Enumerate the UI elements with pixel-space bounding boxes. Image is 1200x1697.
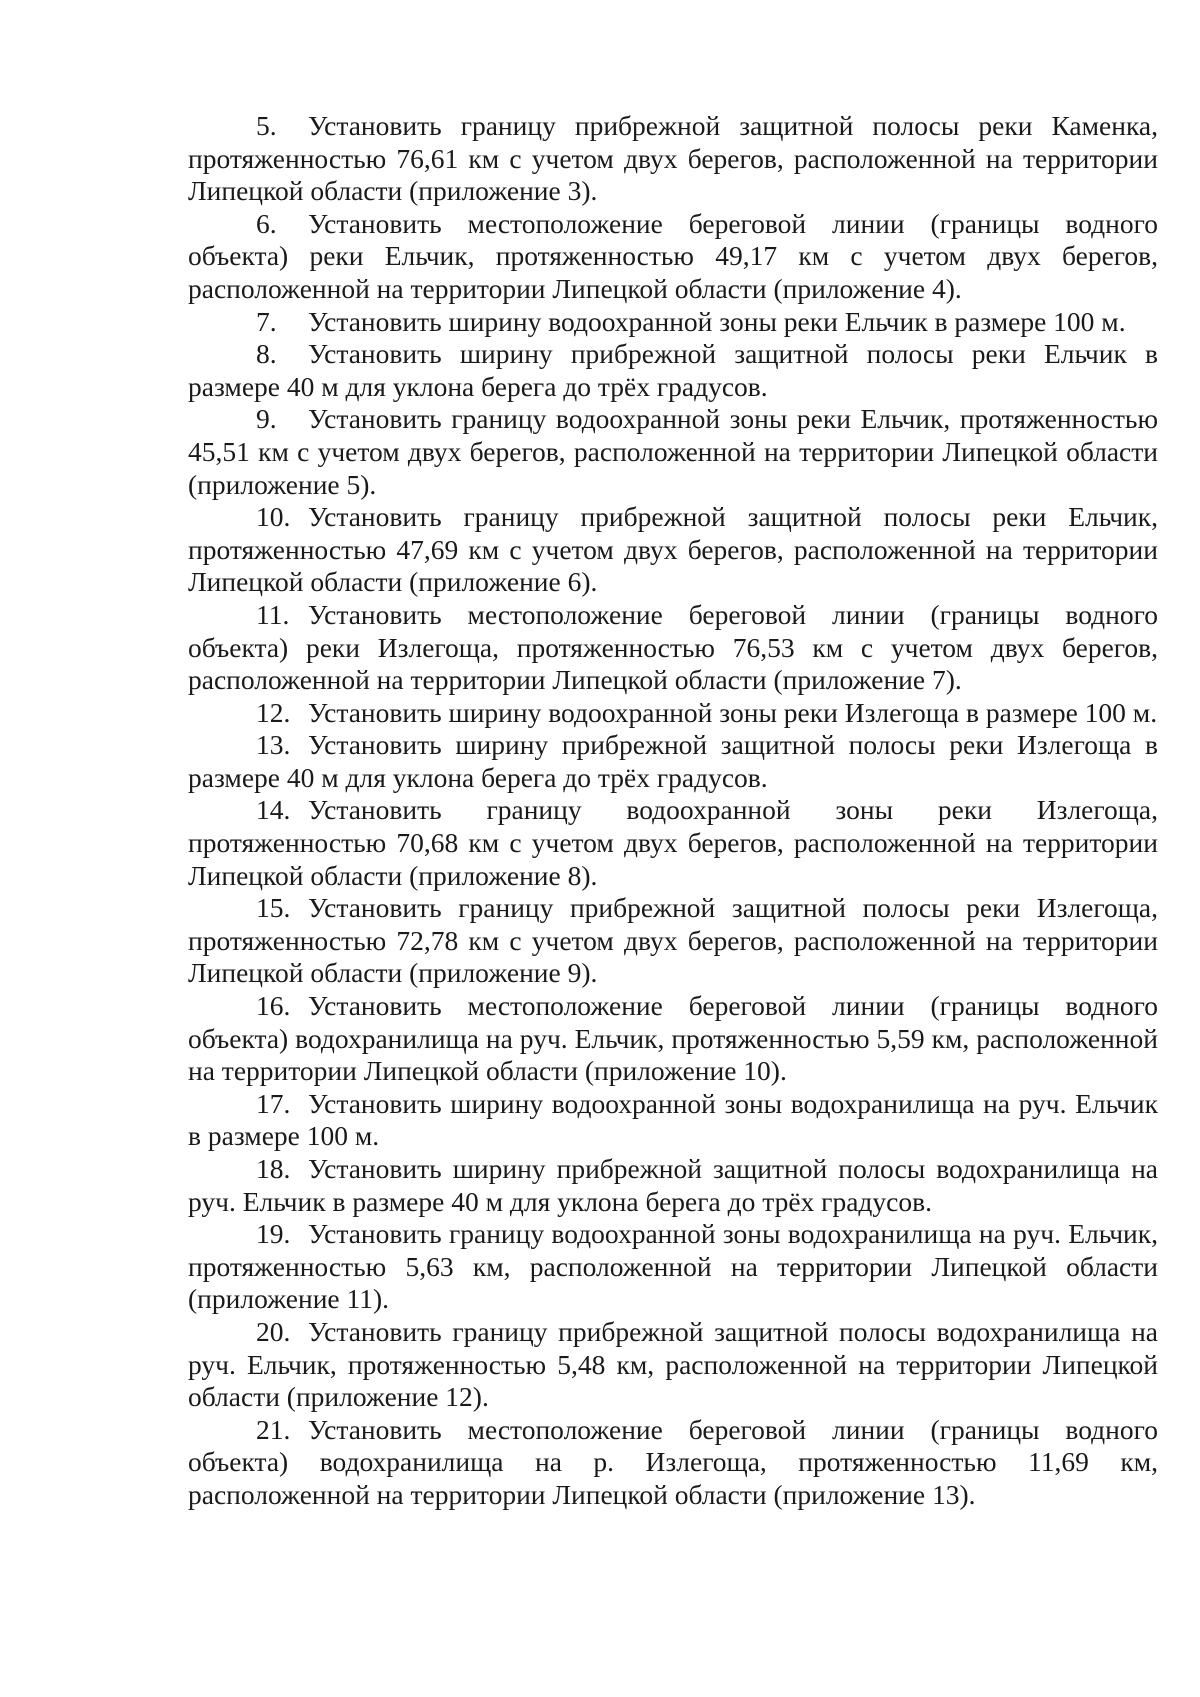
- clause-number: 13.: [256, 729, 291, 761]
- clause-9: [188, 403, 1158, 501]
- clause-text: Установить ширину прибрежной защитной полосы реки Ельчик в размере 40 м для уклона берега до трёх градусов.: [188, 338, 1158, 402]
- clause-text: Установить границу прибрежной защитной полосы водохранилища на руч. Ельчик, протяженностью 5,48 км, расположенной на территории Липецкой области (приложение 12).: [188, 1315, 1158, 1413]
- clause-number: 10.: [256, 501, 291, 533]
- clause-number: 11.: [256, 598, 290, 630]
- clause-14: [188, 794, 1158, 892]
- clause-text: Установить местоположение береговой линии (границы водного объекта) реки Ельчик, протяженностью 49,17 км с учетом двух берегов, расположенной на территории Липецкой области (приложение 4).: [188, 207, 1158, 304]
- clause-7: [188, 306, 1158, 339]
- clause-number: 8.: [256, 338, 277, 370]
- clause-text: Установить границу водоохранной зоны реки Ельчик, протяженностью 45,51 км с учетом двух берегов, расположенной на территории Липецкой области (приложение 5).: [188, 403, 1158, 500]
- clause-5: [188, 110, 1158, 208]
- clause-text: Установить границу водоохранной зоны реки Излегоща, протяженностью 70,68 км с учетом двух берегов, расположенной на территории Липецкой области (приложение 8).: [188, 794, 1158, 891]
- clause-11: [188, 599, 1158, 697]
- clause-number: 7.: [256, 305, 277, 337]
- clause-number: 18.: [256, 1153, 291, 1184]
- clause-number: 15.: [256, 892, 291, 924]
- clause-17: [188, 1088, 1158, 1153]
- clause-number: 9.: [256, 403, 277, 435]
- clause-text: Установить местоположение береговой линии (границы водного объекта) водохранилища на р. Излегоща, протяженностью 11,69 км, расположенной на территории Липецкой области (приложение 13).: [188, 1413, 1158, 1510]
- clause-21: [188, 1414, 1158, 1512]
- clause-text: Установить ширину прибрежной защитной полосы реки Излегоща в размере 40 м для уклона берега до трёх градусов.: [188, 729, 1158, 793]
- clause-12: [188, 697, 1158, 730]
- clause-text: Установить ширину водоохранной зоны водохранилища на руч. Ельчик в размере 100 м.: [188, 1087, 1158, 1152]
- clause-number: 5.: [256, 110, 277, 141]
- document-body: [188, 110, 1158, 1512]
- clause-number: 12.: [256, 696, 291, 728]
- clause-6: [188, 208, 1158, 306]
- clause-10: [188, 501, 1158, 599]
- clause-20: [188, 1316, 1158, 1414]
- clause-19: [188, 1218, 1158, 1316]
- clause-text: Установить ширину водоохранной зоны реки Ельчик в размере 100 м.: [308, 305, 1126, 337]
- clause-text: Установить местоположение береговой линии (границы водного объекта) реки Излегоща, протяженностью 76,53 км с учетом двух берегов, расположенной на территории Липецкой области (приложение 7).: [188, 598, 1158, 696]
- clause-text: Установить границу прибрежной защитной полосы реки Излегоща, протяженностью 72,78 км с учетом двух берегов, расположенной на территории Липецкой области (приложение 9).: [188, 892, 1158, 989]
- clause-16: [188, 990, 1158, 1088]
- clause-text: Установить ширину прибрежной защитной полосы водохранилища на руч. Ельчик в размере 40 м для уклона берега до трёх градусов.: [188, 1153, 1158, 1217]
- clause-number: 6.: [256, 207, 277, 239]
- clause-number: 19.: [256, 1218, 291, 1250]
- clause-text: Установить границу прибрежной защитной полосы реки Каменка, протяженностью 76,61 км с учетом двух берегов, расположенной на территории Липецкой области (приложение 3).: [188, 110, 1158, 207]
- clause-number: 21.: [256, 1413, 291, 1445]
- clause-13: [188, 729, 1158, 794]
- clause-text: Установить границу водоохранной зоны водохранилища на руч. Ельчик, протяженностью 5,63 км, расположенной на территории Липецкой области (приложение 11).: [188, 1218, 1158, 1315]
- clause-number: 17.: [256, 1087, 291, 1119]
- clause-text: Установить местоположение береговой линии (границы водного объекта) водохранилища на руч. Ельчик, протяженностью 5,59 км, расположенной на территории Липецкой области (приложение 10).: [188, 990, 1158, 1087]
- clause-18: [188, 1153, 1158, 1218]
- clause-number: 14.: [256, 794, 291, 826]
- clause-text: Установить ширину водоохранной зоны реки Излегоща в размере 100 м.: [308, 696, 1158, 728]
- clause-15: [188, 892, 1158, 990]
- clause-number: 20.: [256, 1315, 291, 1347]
- clause-8: [188, 338, 1158, 403]
- clause-text: Установить границу прибрежной защитной полосы реки Ельчик, протяженностью 47,69 км с учетом двух берегов, расположенной на территории Липецкой области (приложение 6).: [188, 501, 1158, 598]
- clause-number: 16.: [256, 990, 291, 1022]
